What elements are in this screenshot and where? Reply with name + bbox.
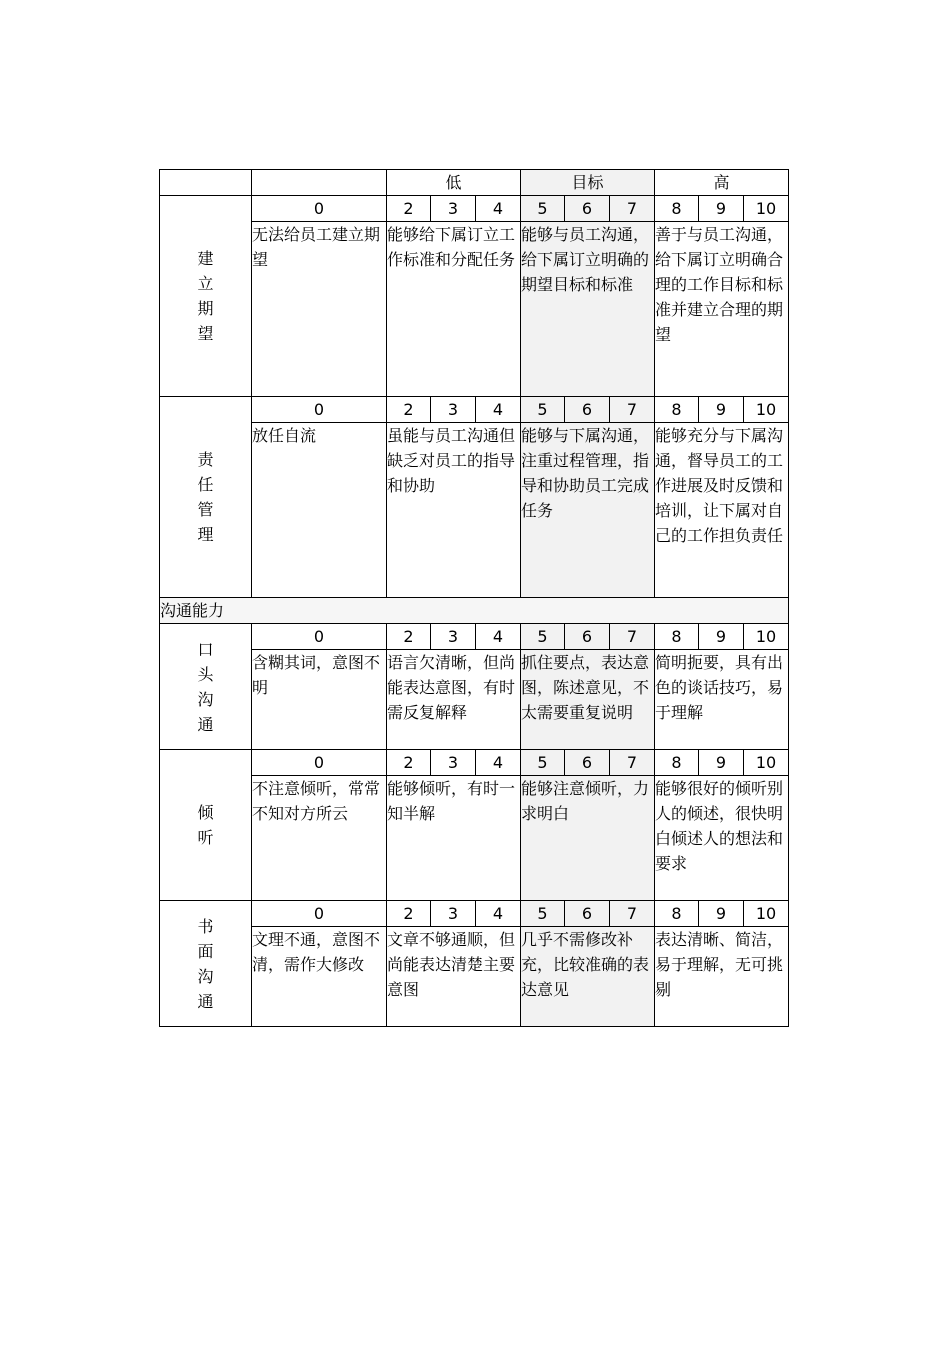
score-cell: 8 (655, 750, 699, 776)
score-cell: 10 (744, 901, 789, 927)
score-cell: 4 (476, 901, 521, 927)
score-cell: 3 (431, 196, 476, 222)
score-cell: 4 (476, 196, 521, 222)
description-cell: 放任自流 (252, 423, 387, 598)
score-cell: 2 (387, 901, 431, 927)
blank-header-cell (252, 170, 387, 196)
score-cell: 10 (744, 397, 789, 423)
description-cell: 含糊其词，意图不明 (252, 650, 387, 750)
score-cell: 10 (744, 624, 789, 650)
score-cell: 8 (655, 624, 699, 650)
score-cell: 10 (744, 750, 789, 776)
score-cell: 5 (521, 196, 565, 222)
band-low: 低 (387, 170, 521, 196)
dimension-label: 建立期望 (160, 196, 252, 397)
description-cell: 抓住要点，表达意图，陈述意见，不太需要重复说明 (521, 650, 655, 750)
score-cell: 0 (252, 196, 387, 222)
blank-header-cell (160, 170, 252, 196)
score-cell: 9 (699, 624, 744, 650)
score-cell: 0 (252, 750, 387, 776)
dimension-label: 书面沟通 (160, 901, 252, 1027)
score-cell: 7 (610, 750, 655, 776)
dimension-label: 倾听 (160, 750, 252, 901)
score-cell: 6 (565, 750, 610, 776)
score-cell: 0 (252, 624, 387, 650)
score-row (160, 397, 789, 423)
score-cell: 0 (252, 397, 387, 423)
score-cell: 0 (252, 901, 387, 927)
score-cell: 4 (476, 750, 521, 776)
competency-rubric-table (159, 169, 789, 1027)
description-row (160, 927, 789, 1027)
score-cell: 2 (387, 196, 431, 222)
description-cell: 能够与下属沟通，注重过程管理，指导和协助员工完成任务 (521, 423, 655, 598)
description-row (160, 776, 789, 901)
score-cell: 5 (521, 397, 565, 423)
description-cell: 无法给员工建立期望 (252, 222, 387, 397)
score-cell: 9 (699, 750, 744, 776)
band-target: 目标 (521, 170, 655, 196)
score-cell: 9 (699, 901, 744, 927)
score-cell: 2 (387, 624, 431, 650)
score-cell: 3 (431, 901, 476, 927)
score-cell: 4 (476, 624, 521, 650)
description-row (160, 423, 789, 598)
score-cell: 3 (431, 750, 476, 776)
score-cell: 3 (431, 397, 476, 423)
section-title: 沟通能力 (160, 598, 789, 624)
score-cell: 8 (655, 196, 699, 222)
score-cell: 3 (431, 624, 476, 650)
score-cell: 8 (655, 397, 699, 423)
section-row (160, 598, 789, 624)
description-cell: 能够与员工沟通，给下属订立明确的期望目标和标准 (521, 222, 655, 397)
score-cell: 6 (565, 196, 610, 222)
description-cell: 能够给下属订立工作标准和分配任务 (387, 222, 521, 397)
dimension-label: 责任管理 (160, 397, 252, 598)
score-cell: 5 (521, 901, 565, 927)
score-cell: 6 (565, 901, 610, 927)
description-cell: 文理不通，意图不清，需作大修改 (252, 927, 387, 1027)
score-cell: 5 (521, 750, 565, 776)
description-cell: 善于与员工沟通，给下属订立明确合理的工作目标和标准并建立合理的期望 (655, 222, 789, 397)
description-cell: 能够倾听，有时一知半解 (387, 776, 521, 901)
description-row (160, 650, 789, 750)
score-cell: 10 (744, 196, 789, 222)
description-cell: 表达清晰、简洁，易于理解，无可挑剔 (655, 927, 789, 1027)
score-row (160, 750, 789, 776)
score-cell: 5 (521, 624, 565, 650)
description-cell: 文章不够通顺，但尚能表达清楚主要意图 (387, 927, 521, 1027)
description-cell: 能够很好的倾听别人的倾述，很快明白倾述人的想法和要求 (655, 776, 789, 901)
dimension-label: 口头沟通 (160, 624, 252, 750)
score-cell: 9 (699, 397, 744, 423)
score-cell: 7 (610, 901, 655, 927)
score-cell: 7 (610, 196, 655, 222)
score-cell: 8 (655, 901, 699, 927)
description-cell: 虽能与员工沟通但缺乏对员工的指导和协助 (387, 423, 521, 598)
score-row (160, 624, 789, 650)
score-cell: 2 (387, 397, 431, 423)
description-row (160, 222, 789, 397)
score-cell: 4 (476, 397, 521, 423)
score-cell: 7 (610, 624, 655, 650)
description-cell: 不注意倾听，常常不知对方所云 (252, 776, 387, 901)
score-cell: 2 (387, 750, 431, 776)
score-cell: 7 (610, 397, 655, 423)
score-cell: 9 (699, 196, 744, 222)
description-cell: 能够注意倾听，力求明白 (521, 776, 655, 901)
description-cell: 简明扼要，具有出色的谈话技巧，易于理解 (655, 650, 789, 750)
description-cell: 语言欠清晰，但尚能表达意图，有时需反复解释 (387, 650, 521, 750)
band-high: 高 (655, 170, 789, 196)
description-cell: 能够充分与下属沟通，督导员工的工作进展及时反馈和培训，让下属对自己的工作担负责任 (655, 423, 789, 598)
score-cell: 6 (565, 397, 610, 423)
score-row (160, 901, 789, 927)
score-cell: 6 (565, 624, 610, 650)
score-row (160, 196, 789, 222)
description-cell: 几乎不需修改补充，比较准确的表达意见 (521, 927, 655, 1027)
band-header-row (160, 170, 789, 196)
